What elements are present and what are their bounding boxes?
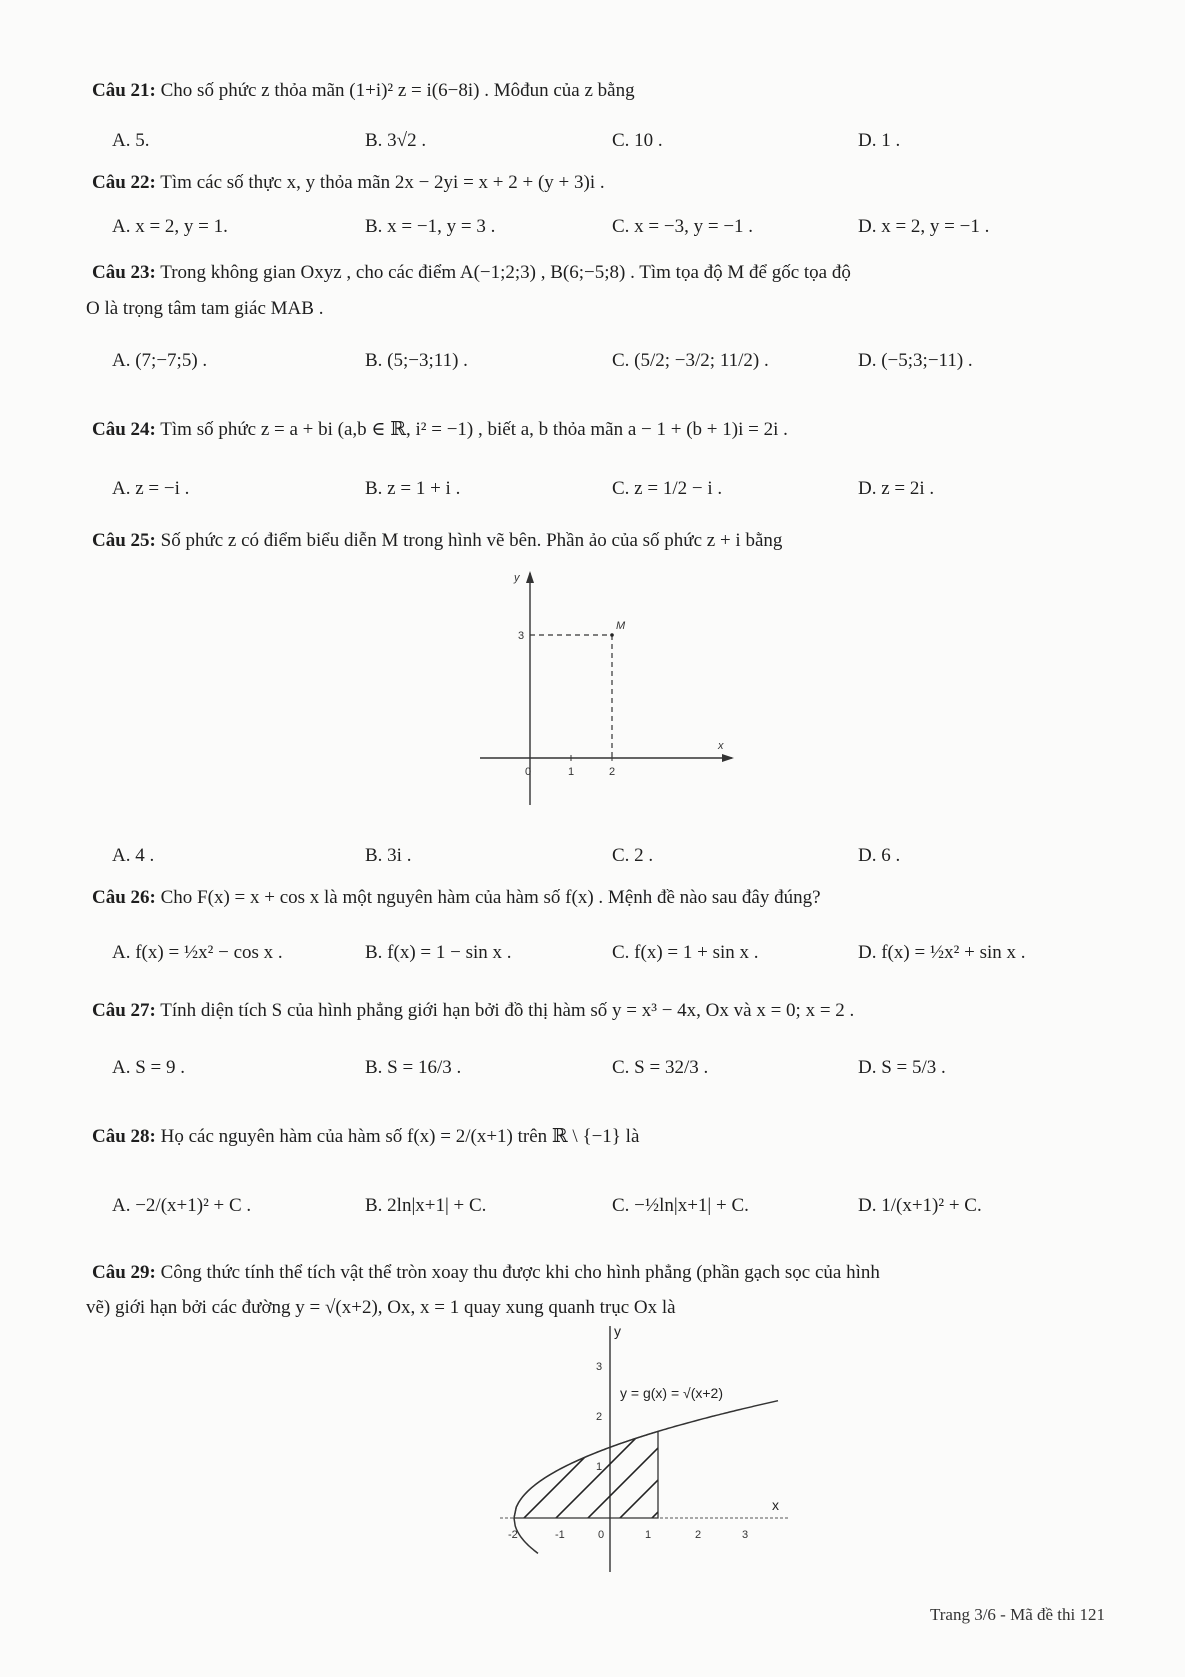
tick-label-y-3: 3: [518, 630, 525, 642]
option-d: D. z = 2i .: [858, 478, 935, 499]
question-27: [92, 1000, 854, 1022]
tick-label-y-2: 2: [596, 1411, 603, 1423]
question-21: [92, 80, 635, 102]
tick-label-x-0: 0: [598, 1529, 605, 1541]
hatch-line: [610, 1408, 730, 1528]
axis-label-x: x: [718, 740, 724, 752]
option-c: C. 2 .: [612, 845, 654, 866]
question-label: Câu 22:: [92, 172, 156, 193]
tick-label-x-neg1: -1: [555, 1529, 565, 1541]
question-text: Tìm số phức z = a + bi (a,b ∈ ℝ, i² = −1) , biết a, b thỏa mãn a − 1 + (b + 1)i = 2i .: [160, 419, 788, 440]
option-a: A. f(x) = ½x² − cos x .: [112, 942, 283, 963]
option-b: B. 3√2 .: [365, 130, 427, 151]
x-axis-arrow-icon: [722, 754, 734, 762]
option-b: B. x = −1, y = 3 .: [365, 216, 496, 237]
question-text: Tính diện tích S của hình phẳng giới hạn bởi đồ thị hàm số y = x³ − 4x, Ox và x = 0; x = 2 .: [160, 1000, 855, 1021]
question-label: Câu 24:: [92, 419, 156, 440]
y-axis-arrow-icon: [526, 571, 534, 583]
option-c: C. x = −3, y = −1 .: [612, 216, 754, 237]
question-label: Câu 27:: [92, 1000, 156, 1021]
figure-volume-region: [490, 1320, 820, 1575]
option-d: D. 1/(x+1)² + C.: [858, 1195, 982, 1216]
question-text: Số phức z có điểm biểu diễn M trong hình vẽ bên. Phần ảo của số phức z + i bằng: [160, 530, 783, 551]
option-a: A. S = 9 .: [112, 1057, 186, 1078]
option-c: C. z = 1/2 − i .: [612, 478, 723, 499]
option-b: B. z = 1 + i .: [365, 478, 461, 499]
question-28: [92, 1125, 639, 1148]
question-text: Công thức tính thể tích vật thể tròn xoay thu được khi cho hình phẳng (phần gạch sọc của hình: [160, 1262, 880, 1283]
option-d: D. 6 .: [858, 845, 901, 866]
tick-label-x-neg2: -2: [508, 1529, 518, 1541]
question-text: Họ các nguyên hàm của hàm số f(x) = 2/(x+1) trên ℝ \ {−1} là: [160, 1126, 640, 1147]
hatch-line: [706, 1408, 820, 1528]
curve-label: y = g(x) = √(x+2): [620, 1385, 723, 1401]
tick-label-x-3: 3: [742, 1529, 749, 1541]
question-text-line2: vẽ) giới hạn bởi các đường y = √(x+2), Ox, x = 1 quay xung quanh trục Ox là: [86, 1297, 676, 1318]
question-24: [92, 418, 788, 441]
option-d: D. f(x) = ½x² + sin x .: [858, 942, 1026, 963]
hatch-line: [490, 1408, 570, 1528]
question-25: [92, 530, 782, 552]
question-22: [92, 172, 605, 194]
tick-label-y-1: 1: [596, 1461, 603, 1473]
question-29: [92, 1262, 880, 1284]
option-a: A. 5.: [112, 130, 150, 151]
hatch-line: [490, 1408, 506, 1528]
axis-label-x: x: [772, 1497, 779, 1513]
region-boundary: [514, 1431, 658, 1518]
tick-label-x-2: 2: [609, 766, 616, 778]
option-a: A. (7;−7;5) .: [112, 350, 208, 371]
tick-label-x-0: 0: [525, 766, 532, 778]
option-a: A. x = 2, y = 1.: [112, 216, 228, 237]
hatch-line: [738, 1408, 820, 1528]
option-d: D. x = 2, y = −1 .: [858, 216, 990, 237]
option-c: C. 10 .: [612, 130, 663, 151]
question-label: Câu 25:: [92, 530, 156, 551]
point-m: [610, 633, 614, 637]
tick-label-y-3: 3: [596, 1361, 603, 1373]
question-26: [92, 887, 821, 909]
figure-complex-point: [470, 565, 740, 810]
option-a: A. z = −i .: [112, 478, 190, 499]
hatch-line: [490, 1408, 538, 1528]
question-text: Tìm các số thực x, y thỏa mãn 2x − 2yi = x + 2 + (y + 3)i .: [160, 172, 605, 193]
option-d: D. (−5;3;−11) .: [858, 350, 973, 371]
axis-label-y: y: [614, 1323, 621, 1339]
option-b: B. 2ln|x+1| + C.: [365, 1195, 487, 1216]
tick-label-x-2: 2: [695, 1529, 702, 1541]
hatch-line: [514, 1408, 634, 1528]
option-d: D. S = 5/3 .: [858, 1057, 946, 1078]
point-label: M: [616, 620, 626, 632]
option-a: A. −2/(x+1)² + C .: [112, 1195, 252, 1216]
question-text: Cho số phức z thỏa mãn (1+i)² z = i(6−8i) . Môđun của z bằng: [160, 80, 635, 101]
question-text-line2: O là trọng tâm tam giác MAB .: [86, 298, 324, 319]
hatch-line: [546, 1408, 666, 1528]
question-text: Cho F(x) = x + cos x là một nguyên hàm của hàm số f(x) . Mệnh đề nào sau đây đúng?: [160, 887, 821, 908]
option-c: C. S = 32/3 .: [612, 1057, 709, 1078]
option-b: B. S = 16/3 .: [365, 1057, 462, 1078]
hatch-line: [490, 1408, 602, 1528]
page-footer: Trang 3/6 - Mã đề thi 121: [929, 1605, 1105, 1624]
option-b: B. 3i .: [365, 845, 412, 866]
question-23: [92, 262, 851, 284]
question-label: Câu 21:: [92, 80, 156, 101]
tick-label-x-1: 1: [645, 1529, 652, 1541]
option-c: C. (5/2; −3/2; 11/2) .: [612, 350, 769, 371]
option-c: C. f(x) = 1 + sin x .: [612, 942, 759, 963]
hatch-line: [802, 1408, 820, 1528]
option-b: B. f(x) = 1 − sin x .: [365, 942, 512, 963]
option-d: D. 1 .: [858, 130, 901, 151]
question-label: Câu 29:: [92, 1262, 156, 1283]
axis-label-y: y: [514, 572, 520, 584]
question-label: Câu 26:: [92, 887, 156, 908]
question-label: Câu 23:: [92, 262, 156, 283]
option-a: A. 4 .: [112, 845, 155, 866]
tick-label-x-1: 1: [568, 766, 575, 778]
question-label: Câu 28:: [92, 1126, 156, 1147]
question-text: Trong không gian Oxyz , cho các điểm A(−1;2;3) , B(6;−5;8) . Tìm tọa độ M để gốc tọa độ: [160, 262, 851, 283]
hatch-line: [642, 1408, 762, 1528]
hatched-region: [490, 1408, 820, 1528]
option-b: B. (5;−3;11) .: [365, 350, 468, 371]
option-c: C. −½ln|x+1| + C.: [612, 1195, 749, 1216]
